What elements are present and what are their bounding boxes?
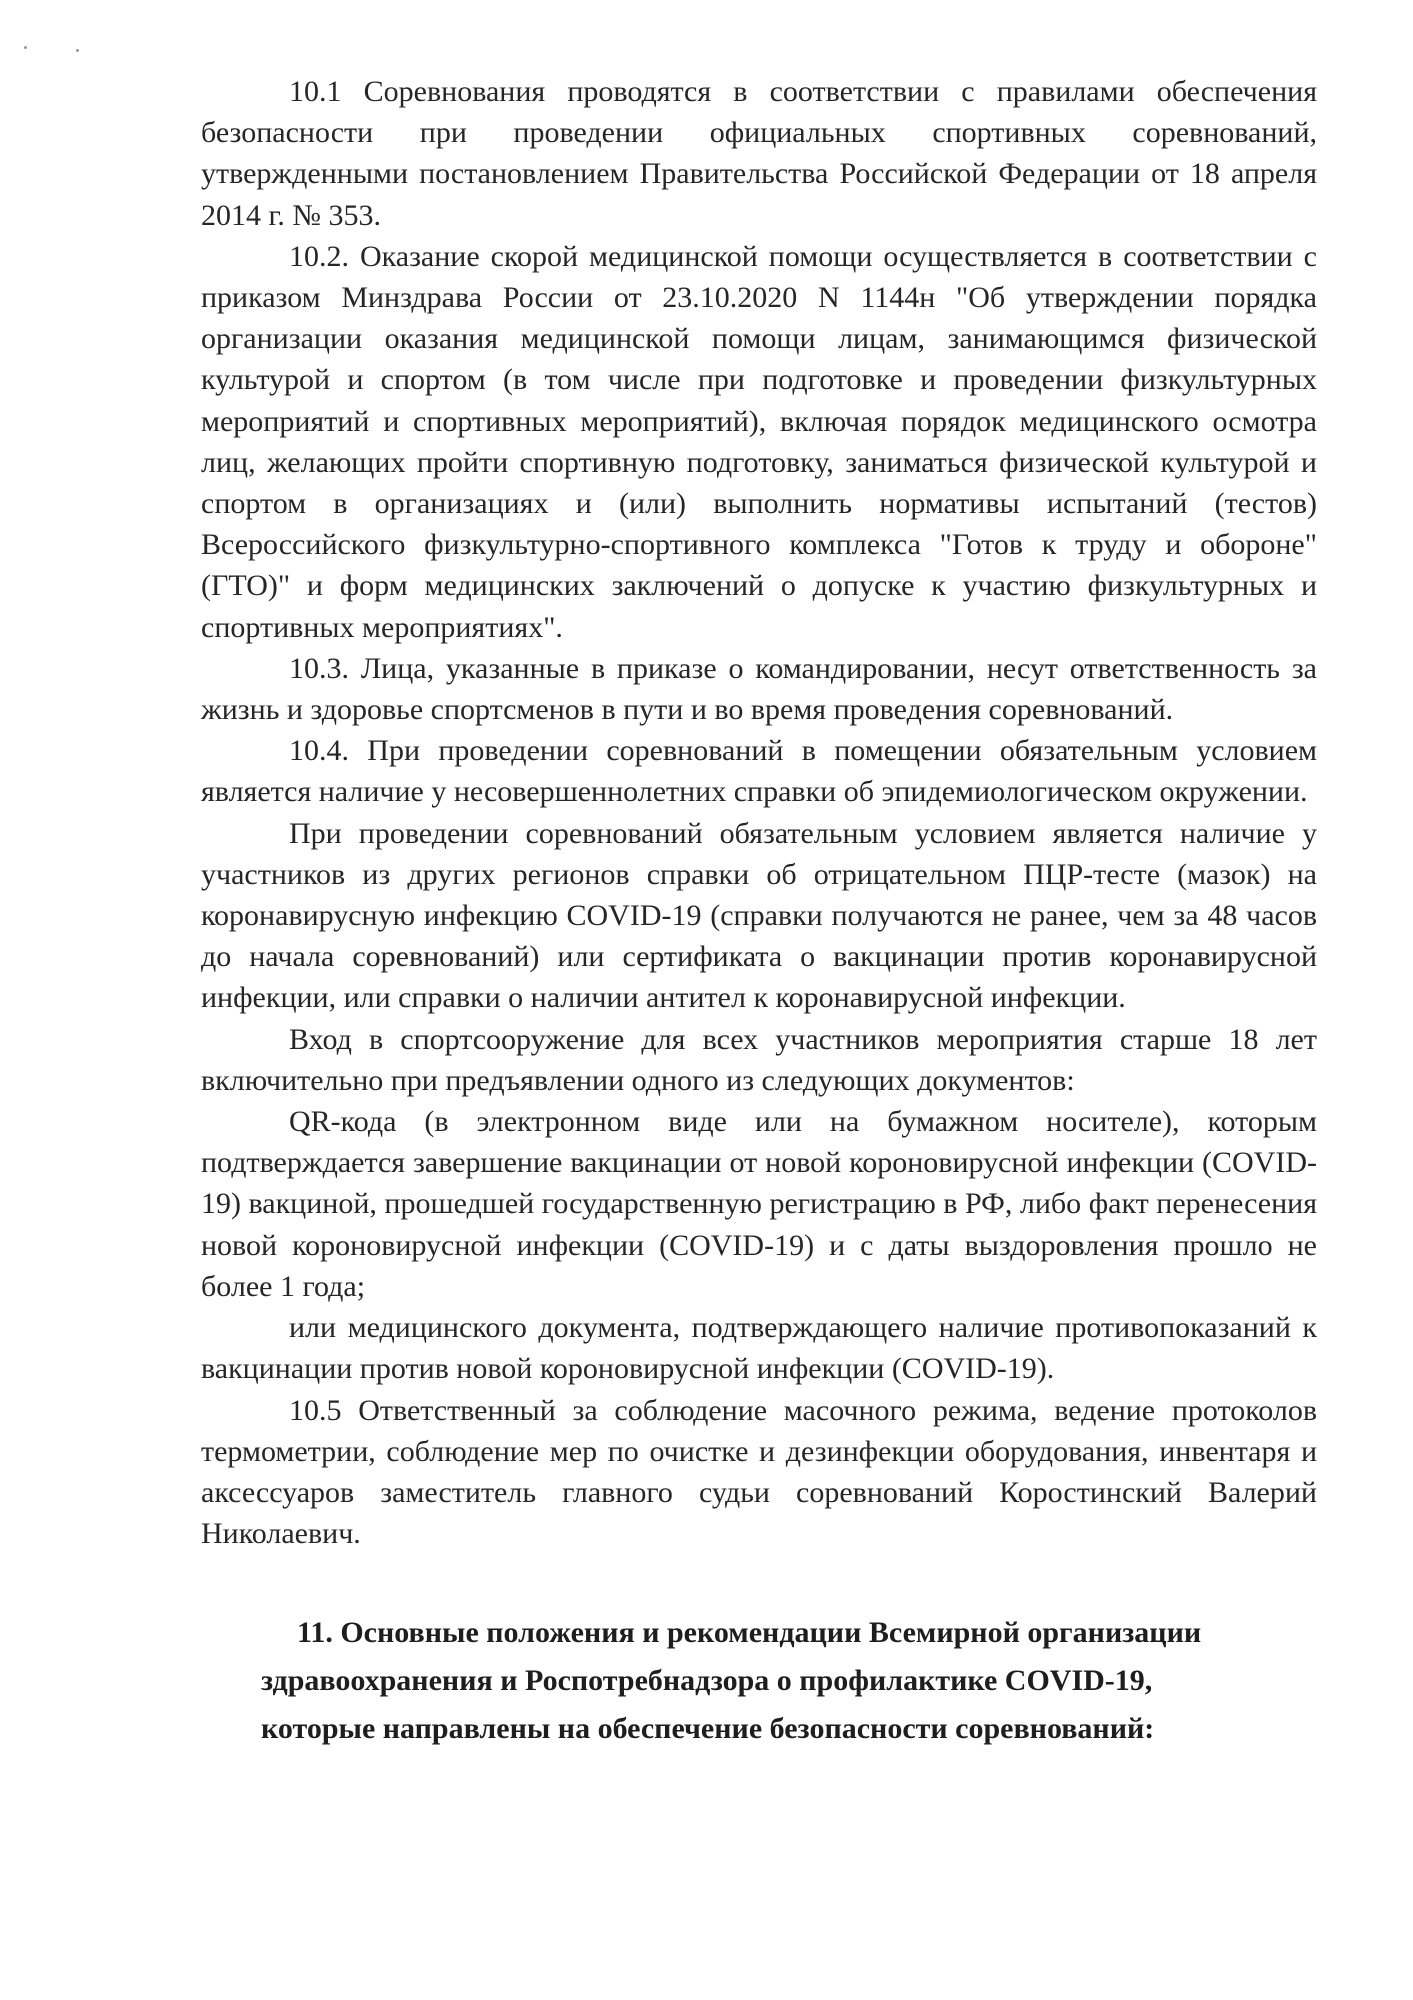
section-heading-line: здравоохранения и Роспотребнадзора о профилактике COVID-19, bbox=[261, 1664, 1153, 1698]
paragraph-10-5: 10.5 Ответственный за соблюдение масочного режима, ведение протоколов термометрии, соблюдение мер по очистке и дезинфекции оборудования, инвентаря и аксессуаров заместитель главного судьи соревнований Коростинский Валерий Николаевич. bbox=[201, 1393, 1317, 1551]
paragraph-entry-rules: Вход в спортсооружение для всех участников мероприятия старше 18 лет включительно при предъявлении одного из следующих документов: bbox=[201, 1022, 1317, 1097]
paragraph-pcr-requirement: При проведении соревнований обязательным условием является наличие у участников из других регионов справки об отрицательном ПЦР-тесте (мазок) на коронавирусную инфекцию COVID-19 (справки получаются не ранее, чем за 48 часов до начала соревнований) или сертификата о вакцинации против коронавирусной инфекции, или справки о наличии антител к коронавирусной инфекции. bbox=[201, 816, 1317, 1015]
scan-speck bbox=[24, 46, 27, 49]
paragraph-10-2: 10.2. Оказание скорой медицинской помощи осуществляется в соответствии с приказом Минздрава России от 23.10.2020 N 1144н "Об утверждении порядка организации оказания медицинской помощи лицам, занимающимся физической культурой и спортом (в том числе при подготовке и проведении физкультурных мероприятий и спортивных мероприятий), включая порядок медицинского осмотра лиц, желающих пройти спортивную подготовку, заниматься физической культурой и спортом в организациях и (или) выполнить нормативы испытаний (тестов) Всероссийского физкультурно-спортивного комплекса "Готов к труду и обороне" (ГТО)" и форм медицинских заключений о допуске к участию физкультурных и спортивных мероприятиях". bbox=[201, 239, 1317, 644]
document-body bbox=[201, 71, 1317, 1753]
section-11-heading bbox=[201, 1609, 1317, 1753]
paragraph-10-1: 10.1 Соревнования проводятся в соответствии с правилами обеспечения безопасности при проведении официальных спортивных соревнований, утвержденными постановлением Правительства Российской Федерации от 18 апреля 2014 г. № 353. bbox=[201, 75, 1317, 232]
paragraph-10-3: 10.3. Лица, указанные в приказе о командировании, несут ответственность за жизнь и здоровье спортсменов в пути и во время проведения соревнований. bbox=[201, 651, 1317, 727]
section-heading-line: 11. Основные положения и рекомендации Всемирной организации bbox=[297, 1616, 1202, 1650]
paragraph-qr-code: QR-кода (в электронном виде или на бумажном носителе), которым подтверждается завершение вакцинации от новой короновирусной инфекции (COVID-19) вакциной, прошедшей государственную регистрацию в РФ, либо факт перенесения новой короновирусной инфекции (COVID-19) и с даты выздоровления прошло не более 1 года; bbox=[201, 1105, 1317, 1303]
paragraph-medical-document: или медицинского документа, подтверждающего наличие противопоказаний к вакцинации против новой короновирусной инфекции (COVID-19). bbox=[201, 1311, 1317, 1386]
scan-speck bbox=[76, 49, 79, 52]
scan-specks bbox=[18, 44, 98, 56]
paragraph-10-4: 10.4. При проведении соревнований в помещении обязательным условием является наличие у несовершеннолетних справки об эпидемиологическом окружении. bbox=[201, 734, 1317, 809]
section-heading-line: которые направлены на обеспечение безопасности соревнований: bbox=[261, 1712, 1155, 1746]
